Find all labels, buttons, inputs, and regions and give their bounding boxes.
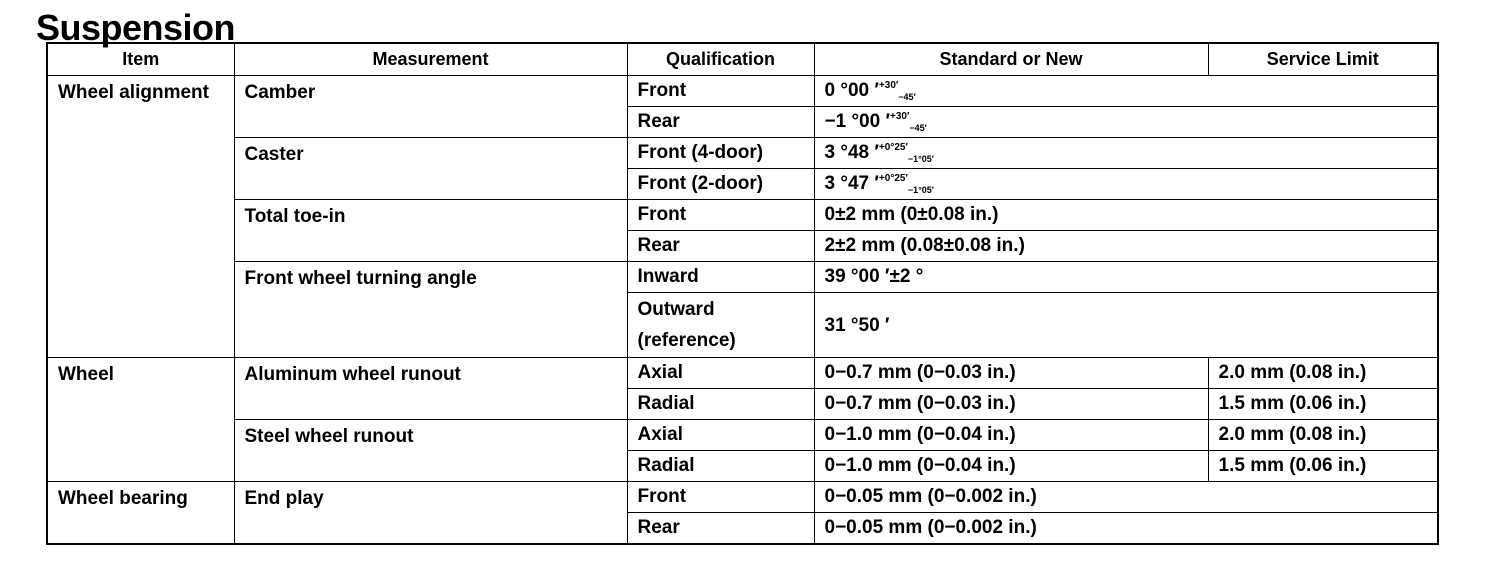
qualification-cell: Axial <box>627 358 814 389</box>
qualification-cell: Radial <box>627 389 814 420</box>
standard-cell: 2±2 mm (0.08±0.08 in.) <box>814 231 1438 262</box>
header-standard: Standard or New <box>814 43 1208 76</box>
table-row <box>47 76 1438 107</box>
standard-cell: 31 °50 ′ <box>814 293 1438 358</box>
header-service-limit: Service Limit <box>1208 43 1438 76</box>
service-limit-cell: 2.0 mm (0.08 in.) <box>1208 358 1438 389</box>
qualification-cell: Outward (reference) <box>627 293 814 358</box>
table-row <box>47 358 1438 389</box>
qualification-cell: Front (4-door) <box>627 138 814 169</box>
standard-cell: −1 °00 $'^{+30'}_{-45'}$ <box>814 107 1438 138</box>
standard-cell: 3 °47 $'^{+0^\circ 25'}_{-1^\circ 05'}$ <box>814 169 1438 200</box>
table-row <box>47 482 1438 513</box>
header-item: Item <box>47 43 234 76</box>
table-header-row <box>47 43 1438 76</box>
service-limit-cell: 1.5 mm (0.06 in.) <box>1208 389 1438 420</box>
standard-cell: 39 °00 ′±2 ° <box>814 262 1438 293</box>
table-row <box>47 420 1438 451</box>
page-title: Suspension <box>36 7 236 48</box>
service-limit-cell: 2.0 mm (0.08 in.) <box>1208 420 1438 451</box>
qualification-cell: Front <box>627 76 814 107</box>
standard-cell: 0−0.7 mm (0−0.03 in.) <box>814 358 1208 389</box>
qualification-cell: Rear <box>627 231 814 262</box>
table-row <box>47 262 1438 293</box>
qualification-cell: Inward <box>627 262 814 293</box>
qualification-cell: Rear <box>627 513 814 545</box>
service-limit-cell: 1.5 mm (0.06 in.) <box>1208 451 1438 482</box>
header-qualification: Qualification <box>627 43 814 76</box>
qualification-cell: Front (2-door) <box>627 169 814 200</box>
item-cell: Wheel <box>47 358 234 482</box>
measurement-cell: End play <box>234 482 627 545</box>
table-row <box>47 200 1438 231</box>
qualification-cell: Front <box>627 482 814 513</box>
standard-cell: 0−1.0 mm (0−0.04 in.) <box>814 420 1208 451</box>
qualification-cell: Radial <box>627 451 814 482</box>
suspension-spec-table <box>46 42 1439 545</box>
standard-cell: 0−0.7 mm (0−0.03 in.) <box>814 389 1208 420</box>
header-measurement: Measurement <box>234 43 627 76</box>
standard-cell: 0−1.0 mm (0−0.04 in.) <box>814 451 1208 482</box>
measurement-cell: Caster <box>234 138 627 200</box>
measurement-cell: Front wheel turning angle <box>234 262 627 358</box>
qualification-cell: Rear <box>627 107 814 138</box>
measurement-cell: Aluminum wheel runout <box>234 358 627 420</box>
standard-cell: 3 °48 $'^{+0^\circ 25'}_{-1^\circ 05'}$ <box>814 138 1438 169</box>
standard-cell: 0 °00 $'^{+30'}_{-45'}$ <box>814 76 1438 107</box>
table-row <box>47 138 1438 169</box>
standard-cell: 0±2 mm (0±0.08 in.) <box>814 200 1438 231</box>
qualification-cell: Axial <box>627 420 814 451</box>
qualification-cell: Front <box>627 200 814 231</box>
standard-cell: 0−0.05 mm (0−0.002 in.) <box>814 513 1438 545</box>
measurement-cell: Total toe-in <box>234 200 627 262</box>
measurement-cell: Steel wheel runout <box>234 420 627 482</box>
measurement-cell: Camber <box>234 76 627 138</box>
item-cell: Wheel bearing <box>47 482 234 545</box>
item-cell: Wheel alignment <box>47 76 234 358</box>
standard-cell: 0−0.05 mm (0−0.002 in.) <box>814 482 1438 513</box>
